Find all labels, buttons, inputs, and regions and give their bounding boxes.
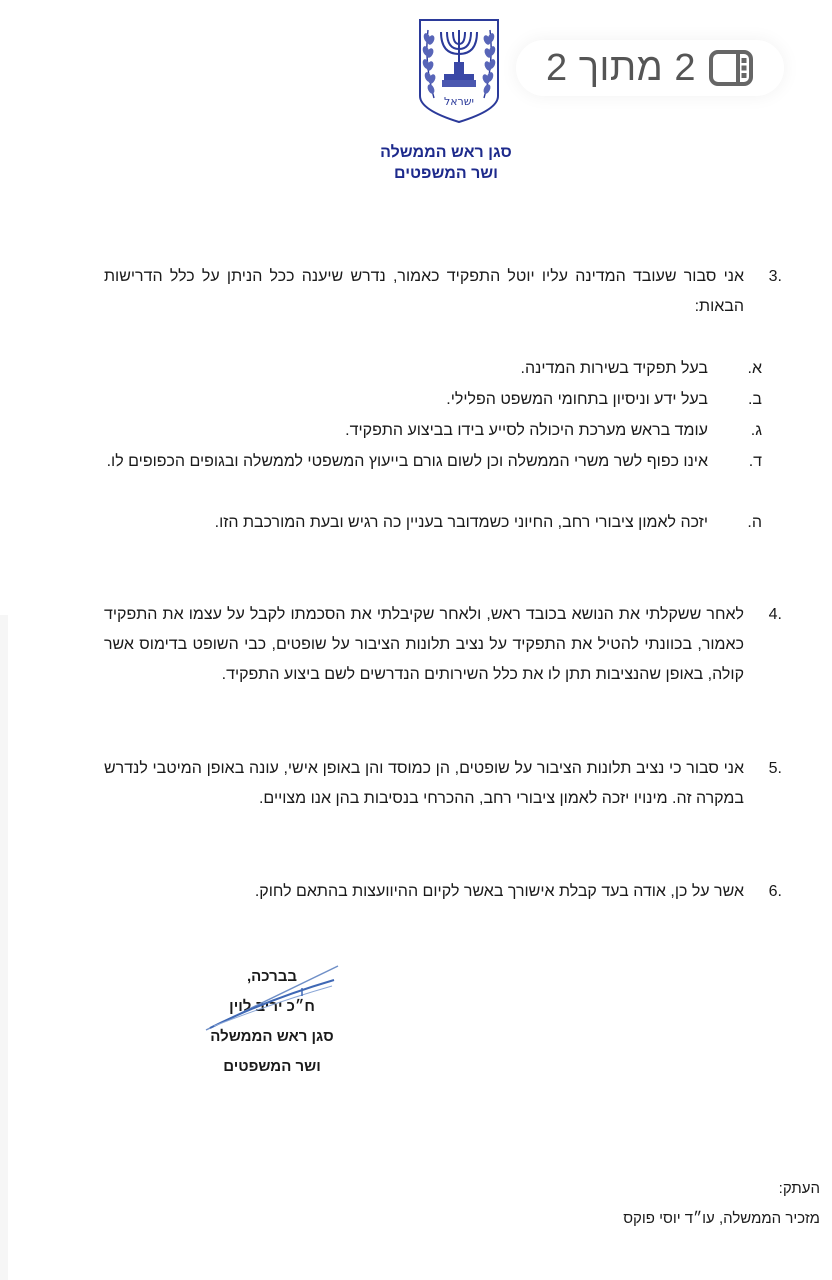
requirement-text: בעל תפקיד בשירות המדינה. [520,360,708,377]
paragraph-number: 3. [768,268,782,285]
svg-text:ישראל: ישראל [443,95,475,108]
paragraph-text: לאחר ששקלתי את הנושא בכובד ראש, ולאחר שקיבלתי את הסכמתו לקבל על עצמו את התפקיד כאמור, בכוונתי להטיל את התפקיד על נציב תלונות הציבור על שופטים, כבי השופט בדימוס אשר קולה, באופן שהנציבות תתן לו את כלל השירותים הנדרשים לשם ביצוע התפקיד. [104,606,744,683]
paragraph-number: 6. [768,883,782,900]
office-title-line2: ושר המשפטים [394,165,498,182]
requirement-letter: ג. [750,422,762,439]
requirement-item [104,354,762,384]
requirement-item [104,416,762,446]
paragraph-number: 5. [768,760,782,777]
requirement-item [104,508,762,538]
requirement-text: אינו כפוף לשר משרי הממשלה וכן לשום גורם בייעוץ המשפטי לממשלה ובגופים הכפופים לו. [106,453,708,470]
paragraph-5 [104,754,782,814]
requirement-item [104,385,762,415]
requirement-letter: ד. [748,453,762,470]
requirement-text: יזכה לאמון ציבורי רחב, החיוני כשמדובר בעניין כה רגיש ובעת המורכבת הזו. [214,514,708,531]
requirement-text: עומד בראש מערכת היכולה לסייע בידו בביצוע התפקיד. [345,422,708,439]
requirement-letter: א. [747,360,762,377]
paragraph-text: אני סבור כי נציב תלונות הציבור על שופטים, הן כמוסד והן באופן אישי, עונה באופן המיטבי לנדרש במקרה זה. מינויו יזכה לאמון ציבורי רחב, ההכרחי בנסיבות בהן אנו מצויים. [104,760,744,807]
paragraph-3 [104,262,782,322]
requirement-letter: ה. [747,514,762,531]
signature-name: ח״כ יריב לוין [229,998,315,1015]
paragraph-number: 4. [768,606,782,623]
paragraph-6 [104,877,782,907]
paragraph-text: אשר על כן, אודה בעד קבלת אישורך באשר לקיום ההיוועצות בהתאם לחוק. [254,883,744,900]
paragraph-text: אני סבור שעובד המדינה עליו יוטל התפקיד כאמור, נדרש שיענה ככל הניתן על כלל הדרישות הבאות: [104,268,744,315]
page-indicator-text: 2 מתוך 2 [546,46,696,89]
requirement-letter: ב. [747,391,762,408]
signature-title-line1: סגן ראש הממשלה [210,1028,334,1045]
carbon-copy [623,1174,820,1234]
cc-recipient: מזכיר הממשלה, עו״ד יוסי פוקס [623,1210,820,1227]
requirement-text: בעל ידע וניסיון בתחומי המשפט הפלילי. [446,391,708,408]
requirement-item [104,447,762,477]
office-title-line1: סגן ראש הממשלה [380,144,512,161]
paragraph-4 [104,600,782,690]
signature-title-line2: ושר המשפטים [223,1058,321,1075]
signature-block [196,950,348,1090]
cc-label: העתק: [778,1180,820,1197]
signature-closing: בברכה, [246,968,297,985]
